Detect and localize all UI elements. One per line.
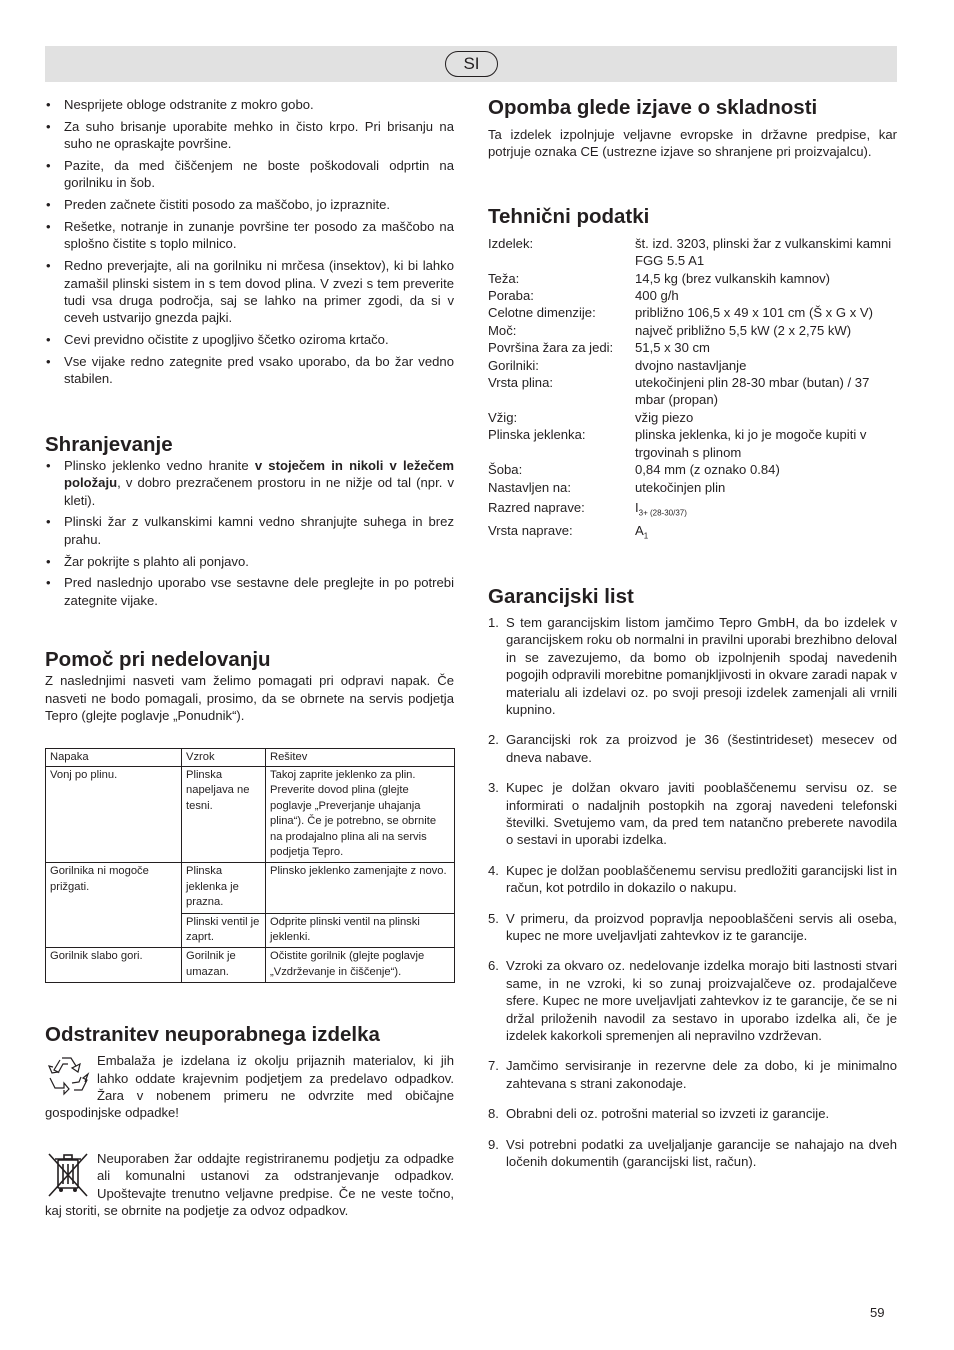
conformity-text: Ta izdelek izpolnjuje veljavne evropske in državne predpise, kar potrjuje oznaka CE (ustrezne izjave so shranjene pri proizvajalcu).	[488, 127, 897, 160]
list-item: • Vse vijake redno zategnite pred vsako uporabo, da bo žar vedno stabilen.	[45, 353, 454, 388]
fix-cell: Takoj zaprite jeklenko za plin. Preverite dovod plina (glejte poglavje „Preverjanje uhajanja plina“). Če je potrebno, se obrnite na prodajalno plina ali na servis podjetja Tepro.	[266, 766, 455, 862]
packaging-note	[45, 1052, 454, 1122]
page-number: 59	[870, 1305, 885, 1320]
cause-cell: Plinski ventil je zaprt.	[182, 913, 266, 948]
tech-value: plinska jeklenka, ki jo je mogoče kupiti v trgovinah s plinom	[635, 427, 867, 460]
tech-value: največ približno 5,5 kW (2 x 2,75 kW)	[635, 322, 852, 338]
tech-value	[635, 522, 897, 545]
tech-label: Teža:	[488, 270, 520, 286]
device-note	[45, 1150, 454, 1220]
tech-heading: Tehnični podatki	[488, 204, 650, 228]
table-row	[488, 287, 897, 304]
packaging-text: Embalaža je izdelana iz okolju prijaznih materialov, ki jih lahko oddate krajevnim podjetjem za predelavo odpadkov. Žara v nobenem primeru ne odvrzite med običajne gospodinjske odpadke!	[45, 1053, 454, 1121]
tech-label: Izdelek:	[488, 235, 534, 251]
storage-text: , v dobro prezračenem prostoru in ne nižje od tal (npr. v kleti).	[64, 475, 454, 508]
tech-value: približno 106,5 x 49 x 101 cm (Š x G x V)	[635, 305, 873, 321]
item-number: 8.	[488, 1106, 499, 1122]
tech-value: vžig piezo	[635, 409, 694, 425]
table-row	[488, 479, 897, 496]
list-item	[488, 731, 897, 766]
list-item	[488, 779, 897, 849]
item-text: Vzroki za okvaro oz. nedelovanje izdelka morajo biti lastnosti stvari same, in ne vzroki, ki so zunaj proizvajalčeve oz. prodajalčeve sfere. Kupec ne more uveljavljati zahtevkov iz te garancije, če se ni držal priloženih navodil za sestavo in uporabo izdelka ali, če je izdelek kakorkoli spremenjen ali nepravilno vzdrževan.	[506, 958, 897, 1044]
table-row	[488, 496, 897, 522]
fix-cell: Odprite plinski ventil na plinski jeklenki.	[266, 913, 455, 948]
tech-value: 14,5 kg (brez vulkanskih kamnov)	[635, 270, 831, 286]
table-row	[488, 322, 897, 339]
fault-cell: Gorilnika ni mogoče prižgati.	[46, 863, 182, 948]
table-row	[488, 339, 897, 356]
list-item	[488, 910, 897, 945]
type-main: A	[635, 522, 644, 538]
item-text: Vsi potrebni podatki za uveljaljanje garancije se nahajajo na dveh ločenih dokumentih (garancijski list, račun).	[506, 1136, 897, 1170]
tech-label: Vžig:	[488, 409, 518, 425]
warranty-list	[488, 614, 897, 1171]
fix-cell: Plinsko jeklenko zamenjajte z novo.	[266, 863, 455, 913]
crossed-bin-icon	[45, 1150, 91, 1200]
item-number: 3.	[488, 780, 499, 796]
table-row	[46, 948, 455, 983]
item-text: Garancijski rok za proizvod je 36 (šestintrideset) mesecev od dneva nabave.	[506, 732, 897, 765]
tech-value	[635, 496, 897, 522]
category-sub: 3+ (28-30/37)	[638, 508, 687, 518]
list-item	[488, 614, 897, 718]
list-item: • Pred naslednjo uporabo vse sestavne dele preglejte in po potrebi zategnite vijake.	[45, 574, 454, 609]
list-item: • Redno preverjajte, ali na gorilniku ni mrčesa (insektov), ki bi lahko zamašil plinski sistem in s tem dovod plina. V zvezi s tem preverite tudi vsa druga področja, saj se lahko na primer zgodi, da si v ceveh ustvarijo gnezda pajki.	[45, 257, 454, 327]
item-number: 5.	[488, 910, 499, 926]
item-text: Obrabni deli oz. potrošni material so izvzeti iz garancije.	[506, 1106, 830, 1122]
table-row	[488, 409, 897, 426]
trouble-heading: Pomoč pri nedelovanju	[45, 648, 271, 672]
item-number: 1.	[488, 614, 499, 630]
fault-cell: Vonj po plinu.	[46, 766, 182, 862]
table-row	[488, 426, 897, 461]
tech-value: 51,5 x 30 cm	[635, 340, 710, 356]
disposal-heading: Odstranitev neuporabnega izdelka	[45, 1023, 380, 1047]
item-number: 9.	[488, 1136, 499, 1152]
tech-label: Gorilniki:	[488, 357, 539, 373]
item-number: 7.	[488, 1058, 499, 1074]
item-text: Kupec je dolžan okvaro javiti pooblaščenemu servisu oz. se informirati o nadaljnih postopkih na zgoraj navedeni telefonski številki. Svetujemo vam, da pred tem natančno preberete navodila o sestavi in uporabi izdelka.	[506, 780, 897, 848]
type-sub: 1	[643, 531, 649, 541]
tech-label: Poraba:	[488, 288, 534, 304]
table-row	[488, 461, 897, 478]
tech-label: Vrsta plina:	[488, 375, 554, 391]
fault-cell: Gorilnik slabo gori.	[46, 948, 182, 983]
recycle-icon	[45, 1052, 91, 1098]
table-header-row	[46, 749, 455, 766]
conformity-heading: Opomba glede izjave o skladnosti	[488, 96, 818, 119]
storage-heading: Shranjevanje	[45, 432, 173, 456]
table-row	[46, 766, 455, 862]
tech-value: št. izd. 3203, plinski žar z vulkanskimi kamni FGG 5.5 A1	[635, 235, 892, 269]
tech-value: 0,84 mm (z oznako 0.84)	[635, 462, 780, 478]
tech-label: Šoba:	[488, 462, 523, 478]
tech-value: 400 g/h	[635, 288, 679, 304]
cause-cell: Gorilnik je umazan.	[182, 948, 266, 983]
list-item: • Pazite, da med čiščenjem ne boste poškodovali odprtin na gorilniku in šob.	[45, 157, 454, 192]
cause-cell: Plinska jeklenka je prazna.	[182, 863, 266, 913]
tech-label: Moč:	[488, 322, 517, 338]
tech-table	[488, 235, 897, 545]
list-item: • Žar pokrijte s plahto ali ponjavo.	[45, 553, 454, 570]
right-column	[488, 96, 897, 1184]
table-row	[488, 304, 897, 321]
list-item	[488, 957, 897, 1044]
item-number: 6.	[488, 958, 499, 974]
cleaning-list	[45, 96, 454, 388]
item-text: Jamčimo servisiranje in rezervne dele za dobo, ki je minimalno zahtevana s strani zakonodaje.	[506, 1058, 897, 1091]
tech-value: utekočinjeni plin 28-30 mbar (butan) / 37 mbar (propan)	[635, 375, 870, 408]
tech-label: Razred naprave:	[488, 499, 585, 515]
list-item: • Plinski žar z vulkanskimi kamni vedno shranjujte suhega in brez prahu.	[45, 513, 454, 548]
list-item	[45, 457, 454, 509]
fault-table	[45, 748, 455, 983]
list-item: • Preden začnete čistiti posodo za maščobo, jo izpraznite.	[45, 196, 454, 213]
item-text: V primeru, da proizvod popravlja nepooblaščeni servis ali oseba, kupec ne more uveljavljati zahtevkov iz te garancije.	[506, 910, 897, 944]
cause-cell: Plinska napeljava ne tesni.	[182, 766, 266, 862]
list-item: • Rešetke, notranje in zunanje površine ter posodo za maščobo na splošno čistite s toplo milnico.	[45, 218, 454, 253]
list-item	[488, 1105, 897, 1122]
tech-label: Nastavljen na:	[488, 479, 571, 495]
list-item: • Cevi previdno očistite z upogljivo ščetko oziroma krtačo.	[45, 331, 454, 348]
list-item	[488, 1136, 897, 1171]
table-row	[46, 863, 455, 913]
tech-label: Vrsta naprave:	[488, 522, 573, 538]
tech-label: Plinska jeklenka:	[488, 427, 586, 443]
item-number: 4.	[488, 862, 499, 878]
item-number: 2.	[488, 732, 499, 748]
table-row	[488, 374, 897, 409]
column-header: Rešitev	[266, 749, 455, 766]
tech-label: Celotne dimenzije:	[488, 305, 596, 321]
tech-value: utekočinjen plin	[635, 479, 726, 495]
item-text: Kupec je dolžan pooblaščenemu servisu predložiti garancijski list in račun, kot potrdilo in dokazilo o nakupu.	[506, 862, 897, 896]
storage-list	[45, 457, 454, 609]
tech-value: dvojno nastavljanje	[635, 357, 747, 373]
tech-label: Površina žara za jedi:	[488, 340, 614, 356]
table-row	[488, 357, 897, 374]
list-item: • Za suho brisanje uporabite mehko in čisto krpo. Pri brisanju na suho ne opraskajte površine.	[45, 118, 454, 153]
table-row	[488, 235, 897, 270]
storage-text-bold: v stoječem in nikoli v ležečem položaju	[64, 457, 454, 491]
fix-cell: Očistite gorilnik (glejte poglavje „Vzdrževanje in čiščenje“).	[266, 948, 455, 983]
list-item	[488, 862, 897, 897]
warranty-heading: Garancijski list	[488, 584, 634, 608]
category-main: I	[635, 499, 639, 515]
item-text: S tem garancijskim listom jamčimo Tepro GmbH, da bo izdelek v garancijskem roku ob normalni in pravilni uporabi brezhibno deloval in se zavezujemo, da bomo ob izpolnjenih spodaj navedenih pogojih odpravili morebitne pomanjkljivosti in okvare zaradi napak v materialu ali izdelavi oz. po svoji presoji izdelek zamenjali ali vrnili kupnino.	[506, 614, 897, 717]
table-row	[488, 270, 897, 287]
language-badge: SI	[445, 51, 498, 77]
column-header: Vzrok	[182, 749, 266, 766]
list-item	[488, 1057, 897, 1092]
trouble-intro: Z naslednjimi nasveti vam želimo pomagati pri odpravi napak. Če nasveti ne bodo pomagali, prosimo, da se obrnete na servis podjetja Tepro (glejte poglavje „Ponudnik“).	[45, 673, 454, 724]
table-row	[488, 522, 897, 545]
column-header: Napaka	[46, 749, 182, 766]
device-disposal-text: Neuporaben žar oddajte registriranemu podjetju za odpadke ali komunalni ustanovi za odstranjevanje odpadkov. Upoštevajte trenutno veljavne predpise. Če ne veste točno, kaj storiti, se obrnite na podjetje za odvoz odpadkov.	[45, 1150, 454, 1218]
left-column	[45, 96, 454, 1219]
list-item: • Nesprijete obloge odstranite z mokro gobo.	[45, 96, 454, 113]
storage-text: Plinsko jeklenko vedno hranite	[64, 457, 255, 473]
